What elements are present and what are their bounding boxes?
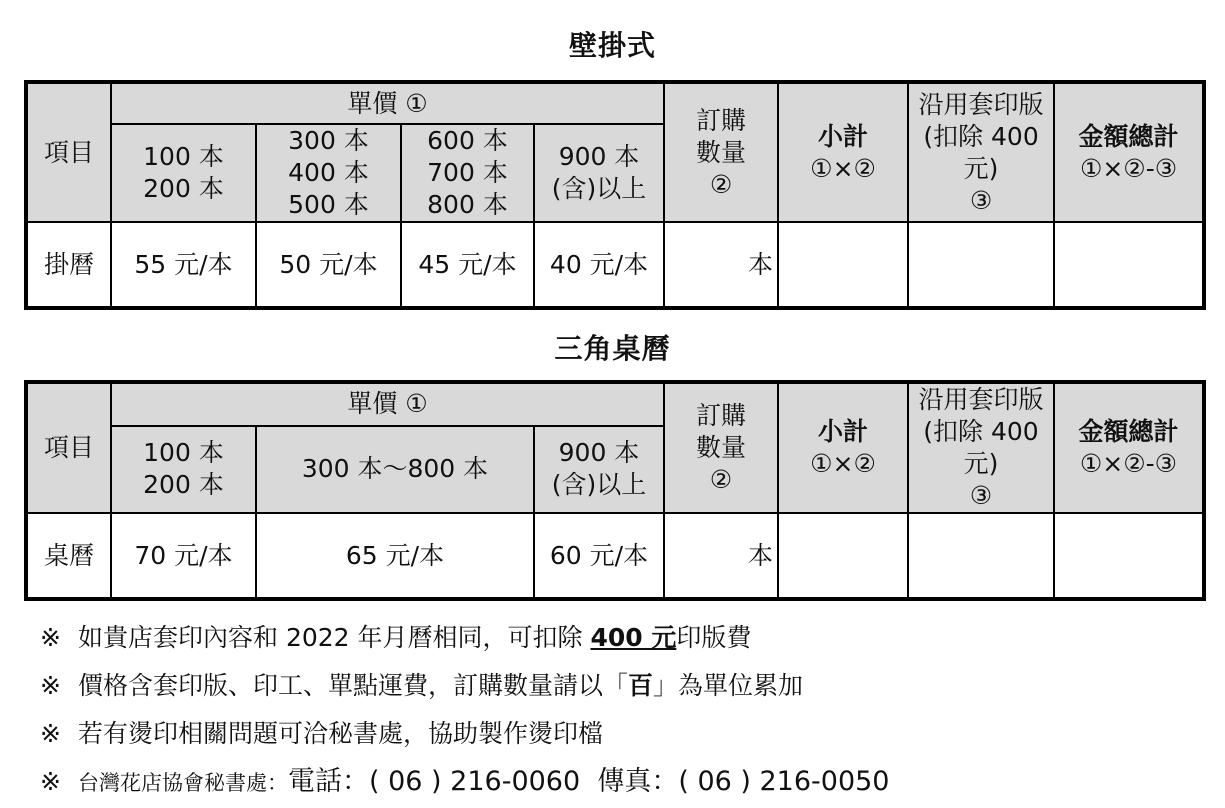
tier-cell (111, 426, 256, 513)
desk-calendar-title: 三角桌曆 (554, 332, 671, 365)
subtotal-line1: 小計 (817, 417, 868, 446)
reuse-plate-header (908, 82, 1054, 222)
contact-phone-fax: 電話：( 06 ) 216-0060 傳真：( 06 ) 216-0050 (288, 766, 890, 797)
unit-price-header (111, 382, 664, 426)
tier-line: (含)以上 (551, 174, 647, 203)
wall-price-table (24, 80, 1206, 310)
tier-cell (401, 124, 534, 222)
row-label: 掛曆 (26, 222, 111, 308)
tier-cell (534, 124, 664, 222)
total-line2: ①×②-③ (1079, 449, 1178, 478)
unit-price-header-label: 單價 ① (347, 389, 428, 419)
price-cell: 40 元/本 (534, 222, 664, 308)
order-qty-line3: ② (709, 169, 733, 199)
subtotal-header (778, 82, 908, 222)
price-cell: 45 元/本 (401, 222, 534, 308)
note-hot-stamping (40, 712, 1210, 760)
tier-line: 400 本 (288, 158, 369, 187)
price-cell: 70 元/本 (111, 513, 256, 599)
tier-line: 300 本 (288, 126, 369, 155)
note-text: 若有燙印相關問題可洽秘書處，協助製作燙印檔 (78, 719, 604, 748)
reuse-input-cell[interactable] (908, 222, 1054, 308)
item-header (26, 382, 111, 513)
desk-price-table (24, 380, 1206, 601)
tier-line: 300 本～800 本 (301, 454, 489, 484)
reuse-plate-line1: 沿用套印版 (918, 89, 1044, 119)
row-label: 桌曆 (26, 513, 111, 599)
subtotal-input-cell[interactable] (778, 513, 908, 599)
reference-mark: ※ (40, 719, 61, 748)
reuse-plate-header (908, 382, 1054, 513)
item-header (26, 82, 111, 222)
total-header (1054, 382, 1204, 513)
note-contact (40, 760, 1210, 808)
note-text: 」為單位累加 (653, 671, 804, 700)
price-cell: 50 元/本 (256, 222, 401, 308)
reference-mark: ※ (40, 767, 61, 796)
note-price-includes (40, 664, 1210, 712)
note-text: 如貴店套印內容和 2022 年月曆相同，可扣除 (78, 623, 591, 652)
tier-line: 600 本 (427, 126, 508, 155)
order-qty-line3: ② (709, 465, 733, 494)
tier-line: 100 本 (143, 438, 224, 468)
qty-input-cell[interactable]: 本 (664, 513, 778, 599)
note-emphasis: 百 (628, 671, 654, 700)
order-qty-header (664, 382, 778, 513)
tier-line: 900 本 (558, 142, 640, 171)
reference-mark: ※ (40, 671, 61, 700)
note-text: 印版費 (676, 623, 752, 652)
total-input-cell[interactable] (1054, 222, 1204, 308)
reference-mark: ※ (40, 623, 61, 652)
wall-data-row (26, 222, 1204, 308)
contact-org: 台灣花店協會秘書處： (78, 771, 288, 795)
subtotal-header (778, 382, 908, 513)
total-input-cell[interactable] (1054, 513, 1204, 599)
reuse-plate-line3: ③ (969, 481, 993, 510)
wall-calendar-title: 壁掛式 (568, 29, 656, 62)
price-cell: 55 元/本 (111, 222, 256, 308)
item-header-label: 項目 (43, 137, 94, 167)
wall-header-row-1 (26, 82, 1204, 124)
note-plate-discount (40, 616, 1210, 664)
item-header-label: 項目 (43, 433, 94, 462)
total-line1: 金額總計 (1078, 121, 1179, 151)
tier-line: 500 本 (288, 190, 369, 219)
subtotal-line2: ①×② (810, 153, 876, 183)
note-emphasis: 400 元 (590, 623, 677, 652)
subtotal-line1: 小計 (818, 121, 869, 151)
reuse-plate-line1: 沿用套印版 (918, 385, 1044, 414)
tier-line: 200 本 (143, 470, 224, 500)
reuse-plate-line2: (扣除 400 元) (923, 417, 1039, 478)
tier-line: (含)以上 (551, 470, 647, 500)
order-qty-header (664, 82, 778, 222)
tier-cell (256, 124, 401, 222)
notes-section (40, 616, 1210, 808)
tier-cell (256, 426, 534, 513)
subtotal-line2: ①×② (810, 449, 876, 478)
reuse-input-cell[interactable] (908, 513, 1054, 599)
price-cell: 60 元/本 (534, 513, 664, 599)
tier-cell (534, 426, 664, 513)
tier-line: 700 本 (427, 158, 508, 187)
total-header (1054, 82, 1204, 222)
note-text: 價格含套印版、印工、單點運費，訂購數量請以「 (78, 671, 629, 700)
tier-line: 100 本 (143, 142, 224, 171)
reuse-plate-line3: ③ (969, 185, 993, 215)
total-line2: ①×②-③ (1079, 153, 1178, 183)
tier-line: 800 本 (427, 190, 508, 219)
desk-header-row-1 (26, 382, 1204, 426)
subtotal-input-cell[interactable] (778, 222, 908, 308)
order-qty-line2: 數量 (696, 137, 747, 167)
tier-line: 200 本 (143, 174, 224, 203)
price-cell: 65 元/本 (256, 513, 534, 599)
total-line1: 金額總計 (1078, 417, 1179, 446)
order-qty-line2: 數量 (695, 433, 746, 462)
order-qty-line1: 訂購 (696, 105, 747, 135)
tier-cell (111, 124, 256, 222)
desk-data-row (26, 513, 1204, 599)
tier-line: 900 本 (558, 438, 640, 468)
unit-price-header-label: 單價 ① (347, 88, 428, 118)
order-qty-line1: 訂購 (695, 401, 746, 430)
qty-input-cell[interactable]: 本 (664, 222, 778, 308)
unit-price-header (111, 82, 664, 124)
reuse-plate-line2: (扣除 400 元) (923, 121, 1039, 183)
